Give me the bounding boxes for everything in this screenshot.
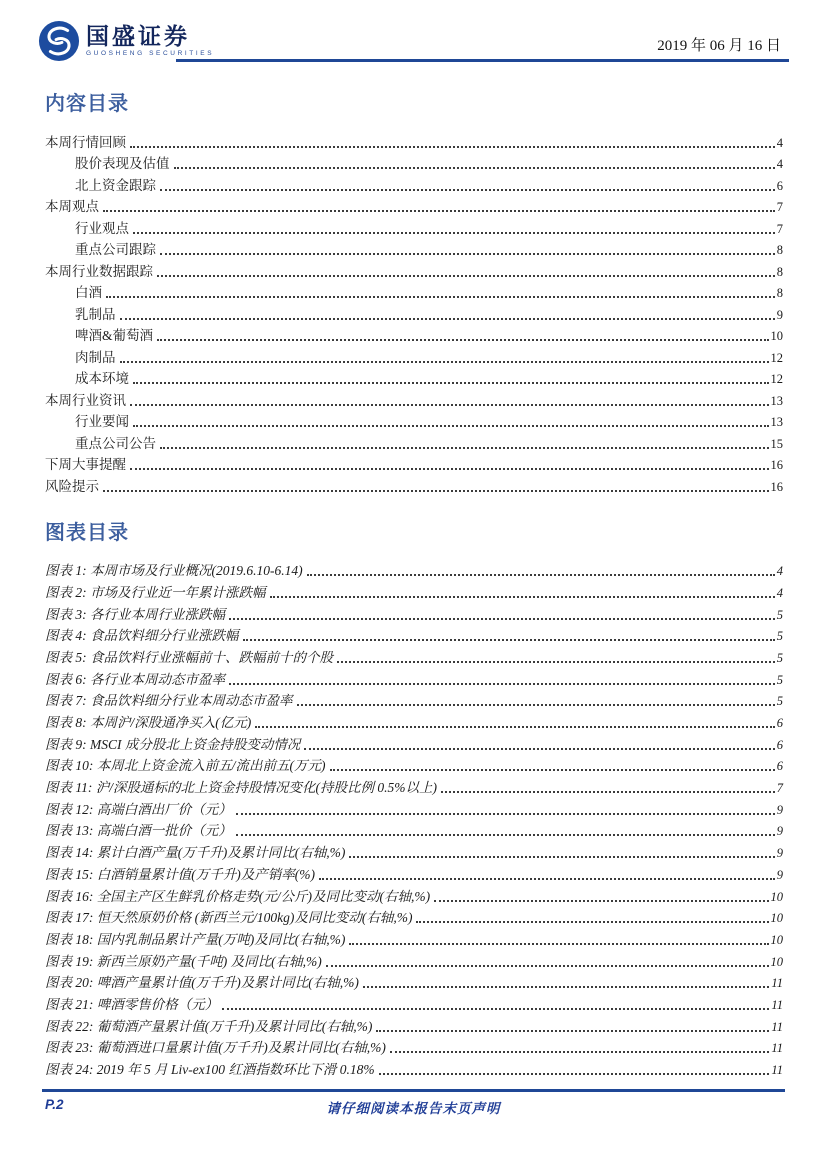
dot-leader xyxy=(326,965,769,967)
figure-item xyxy=(45,839,783,861)
item-label: 本周观点 xyxy=(45,199,99,214)
toc-title: 内容目录 xyxy=(45,93,129,115)
figure-item xyxy=(45,1013,783,1035)
toc-item xyxy=(45,387,783,409)
item-page-number: 10 xyxy=(770,932,783,947)
item-label: 图表 8: 本周沪/深股通净买入(亿元) xyxy=(45,715,252,730)
logo-company-subtitle: GUOSHENG SECURITIES xyxy=(86,49,215,57)
item-page-number: 9 xyxy=(776,802,783,817)
item-page-number: 16 xyxy=(770,458,783,472)
dot-leader xyxy=(229,618,775,620)
toc-item xyxy=(45,301,783,323)
item-page-number: 5 xyxy=(776,650,783,665)
item-page-number: 4 xyxy=(776,564,783,579)
figure-item xyxy=(45,688,783,710)
item-label: 图表 12: 高端白酒出厂价（元） xyxy=(45,801,232,817)
toc-item xyxy=(45,194,783,216)
item-label: 图表 22: 葡萄酒产量累计值(万千升)及累计同比(右轴,%) xyxy=(45,1018,373,1034)
item-label: 下周大事提醒 xyxy=(45,457,126,472)
item-label: 图表 6: 各行业本周动态市盈率 xyxy=(45,671,225,687)
figure-item xyxy=(45,1056,783,1078)
dot-leader xyxy=(255,726,775,728)
toc-item xyxy=(45,473,783,495)
item-label: 行业要闻 xyxy=(75,414,129,429)
dot-leader xyxy=(416,921,768,923)
logo-company-name: 国盛证券 xyxy=(86,23,190,49)
figure-item xyxy=(45,818,783,840)
item-label: 风险提示 xyxy=(45,478,99,494)
dot-leader xyxy=(297,704,775,706)
dot-leader xyxy=(434,900,768,902)
toc-item xyxy=(45,215,783,237)
figure-item xyxy=(45,558,783,580)
report-date: 2019 年 06 月 16 日 xyxy=(657,38,781,54)
item-label: 本周行情回顾 xyxy=(45,134,126,150)
item-page-number: 4 xyxy=(776,157,783,171)
item-page-number: 5 xyxy=(776,694,783,709)
dot-leader xyxy=(133,232,775,234)
figure-item xyxy=(45,883,783,905)
dot-leader xyxy=(103,490,769,492)
item-page-number: 5 xyxy=(776,607,783,622)
dot-leader xyxy=(133,425,769,427)
item-page-number: 7 xyxy=(776,221,783,236)
toc-item xyxy=(45,172,783,194)
item-page-number: 11 xyxy=(771,976,783,991)
dot-leader xyxy=(160,447,769,449)
figure-item xyxy=(45,774,783,796)
item-label: 图表 18: 国内乳制品累计产量(万吨)及同比(右轴,%) xyxy=(45,931,346,947)
item-page-number: 16 xyxy=(770,479,783,494)
item-label: 行业观点 xyxy=(75,220,129,236)
item-page-number: 11 xyxy=(771,997,783,1012)
dot-leader xyxy=(157,339,768,341)
item-label: 图表 9: MSCI 成分股北上资金持股变动情况 xyxy=(45,736,301,752)
item-page-number: 7 xyxy=(776,200,783,214)
dot-leader xyxy=(174,167,775,169)
toc-list xyxy=(45,129,783,495)
item-label: 图表 21: 啤酒零售价格（元） xyxy=(45,996,219,1012)
item-page-number: 9 xyxy=(776,824,783,839)
item-page-number: 6 xyxy=(776,737,783,752)
item-label: 啤酒&葡萄酒 xyxy=(75,328,154,343)
item-label: 本周行业资讯 xyxy=(45,392,126,408)
item-page-number: 10 xyxy=(770,911,783,926)
item-label: 图表 3: 各行业本周行业涨跌幅 xyxy=(45,606,225,622)
item-page-number: 11 xyxy=(771,1063,783,1077)
item-page-number: 12 xyxy=(770,372,783,386)
guosheng-logo-icon xyxy=(38,20,80,62)
dot-leader xyxy=(160,253,775,255)
company-logo xyxy=(38,20,214,62)
dot-leader xyxy=(130,468,769,470)
toc-item xyxy=(45,280,783,302)
item-label: 图表 1: 本周市场及行业概况(2019.6.10-6.14) xyxy=(45,563,303,579)
footer-row xyxy=(42,1097,785,1115)
item-label: 图表 11: 沪/深股通标的北上资金持股情况变化(持股比例 0.5%以上) xyxy=(45,780,437,796)
dot-leader xyxy=(130,146,775,148)
item-label: 股价表现及估值 xyxy=(75,156,170,171)
figure-item xyxy=(45,579,783,601)
item-label: 图表 5: 食品饮料行业涨幅前十、跌幅前十的个股 xyxy=(45,649,333,665)
dot-leader xyxy=(363,986,770,988)
dot-leader xyxy=(222,1008,769,1010)
item-label: 图表 4: 食品饮料细分行业涨跌幅 xyxy=(45,628,239,644)
figure-item xyxy=(45,796,783,818)
figure-item xyxy=(45,753,783,775)
figure-item xyxy=(45,926,783,948)
item-page-number: 11 xyxy=(771,1041,783,1056)
item-label: 图表 23: 葡萄酒进口量累计值(万千升)及累计同比(右轴,%) xyxy=(45,1040,386,1056)
item-page-number: 11 xyxy=(771,1019,783,1034)
item-label: 图表 13: 高端白酒一批价（元） xyxy=(45,823,232,839)
item-label: 图表 15: 白酒销量累计值(万千升)及产销率(%) xyxy=(45,866,315,882)
dot-leader xyxy=(236,834,775,836)
page-content xyxy=(45,62,783,1078)
toc-item xyxy=(45,366,783,388)
item-page-number: 5 xyxy=(776,629,783,644)
figure-item xyxy=(45,861,783,883)
item-label: 北上资金跟踪 xyxy=(75,177,156,193)
item-label: 图表 10: 本周北上资金流入前五/流出前五(万元) xyxy=(45,758,326,774)
dot-leader xyxy=(236,813,775,815)
item-page-number: 10 xyxy=(770,329,783,343)
item-page-number: 8 xyxy=(776,264,783,279)
dot-leader xyxy=(120,318,775,320)
item-label: 重点公司公告 xyxy=(75,435,156,451)
page-footer xyxy=(42,1089,785,1115)
item-page-number: 8 xyxy=(776,286,783,300)
toc-item xyxy=(45,323,783,345)
item-page-number: 10 xyxy=(770,889,783,904)
item-label: 肉制品 xyxy=(75,349,116,365)
dot-leader xyxy=(120,361,769,363)
item-page-number: 10 xyxy=(770,954,783,969)
dot-leader xyxy=(390,1051,770,1053)
item-label: 图表 24: 2019 年 5 月 Liv-ex100 红酒指数环比下滑 0.18% xyxy=(45,1062,375,1077)
item-page-number: 4 xyxy=(776,585,783,600)
toc-item xyxy=(45,258,783,280)
item-page-number: 6 xyxy=(776,178,783,193)
toc-item xyxy=(45,409,783,431)
item-page-number: 12 xyxy=(770,350,783,365)
item-page-number: 4 xyxy=(776,135,783,150)
dot-leader xyxy=(270,596,775,598)
toc-item xyxy=(45,430,783,452)
dot-leader xyxy=(307,574,775,576)
figure-item xyxy=(45,731,783,753)
toc-item xyxy=(45,344,783,366)
dot-leader xyxy=(106,296,775,298)
footer-divider xyxy=(42,1089,785,1092)
figure-item xyxy=(45,623,783,645)
logo-text xyxy=(86,25,214,58)
figure-item xyxy=(45,709,783,731)
item-page-number: 7 xyxy=(776,781,783,796)
figure-item xyxy=(45,948,783,970)
dot-leader xyxy=(441,791,775,793)
item-label: 图表 14: 累计白酒产量(万千升)及累计同比(右轴,%) xyxy=(45,845,346,861)
toc-item xyxy=(45,129,783,151)
item-label: 图表 19: 新西兰原奶产量(千吨) 及同比(右轴,%) xyxy=(45,953,322,969)
dot-leader xyxy=(349,856,774,858)
figure-item xyxy=(45,601,783,623)
item-label: 乳制品 xyxy=(75,306,116,322)
footer-page-number: P.2 xyxy=(45,1097,64,1112)
item-page-number: 6 xyxy=(776,716,783,730)
dot-leader xyxy=(319,878,775,880)
item-label: 白酒 xyxy=(75,285,102,300)
footer-disclaimer: 请仔细阅读本报告末页声明 xyxy=(326,1101,501,1116)
item-page-number: 6 xyxy=(776,759,783,774)
item-label: 图表 7: 食品饮料细分行业本周动态市盈率 xyxy=(45,693,293,709)
item-page-number: 13 xyxy=(770,415,783,429)
item-label: 图表 16: 全国主产区生鲜乳价格走势(元/公斤)及同比变动(右轴,%) xyxy=(45,888,431,904)
page-header xyxy=(0,0,827,62)
item-page-number: 9 xyxy=(776,867,783,882)
item-page-number: 9 xyxy=(776,846,783,861)
item-page-number: 15 xyxy=(770,436,783,451)
figure-item xyxy=(45,644,783,666)
dot-leader xyxy=(376,1030,769,1032)
dot-leader xyxy=(337,661,775,663)
toc-item xyxy=(45,151,783,173)
figure-list-title: 图表目录 xyxy=(45,521,129,544)
item-page-number: 5 xyxy=(776,672,783,687)
dot-leader xyxy=(229,683,775,685)
item-label: 重点公司跟踪 xyxy=(75,242,156,257)
toc-item xyxy=(45,237,783,259)
item-label: 图表 2: 市场及行业近一年累计涨跌幅 xyxy=(45,584,266,600)
toc-item xyxy=(45,452,783,474)
dot-leader xyxy=(133,382,769,384)
item-page-number: 13 xyxy=(770,393,783,408)
item-page-number: 8 xyxy=(776,243,783,257)
dot-leader xyxy=(379,1073,770,1075)
item-label: 图表 20: 啤酒产量累计值(万千升)及累计同比(右轴,%) xyxy=(45,975,359,991)
dot-leader xyxy=(304,748,774,750)
item-page-number: 9 xyxy=(776,307,783,322)
figure-item xyxy=(45,1035,783,1057)
dot-leader xyxy=(243,639,775,641)
dot-leader xyxy=(157,275,775,277)
figure-item xyxy=(45,991,783,1013)
dot-leader xyxy=(349,943,768,945)
item-label: 本周行业数据跟踪 xyxy=(45,263,153,279)
item-label: 成本环境 xyxy=(75,371,129,386)
figure-item xyxy=(45,905,783,927)
dot-leader xyxy=(103,210,775,212)
figure-item xyxy=(45,666,783,688)
item-label: 图表 17: 恒天然原奶价格 (新西兰元/100kg)及同比变动(右轴,%) xyxy=(45,910,413,926)
dot-leader xyxy=(130,404,769,406)
figure-list xyxy=(45,558,783,1079)
dot-leader xyxy=(330,769,775,771)
dot-leader xyxy=(160,189,775,191)
figure-item xyxy=(45,970,783,992)
